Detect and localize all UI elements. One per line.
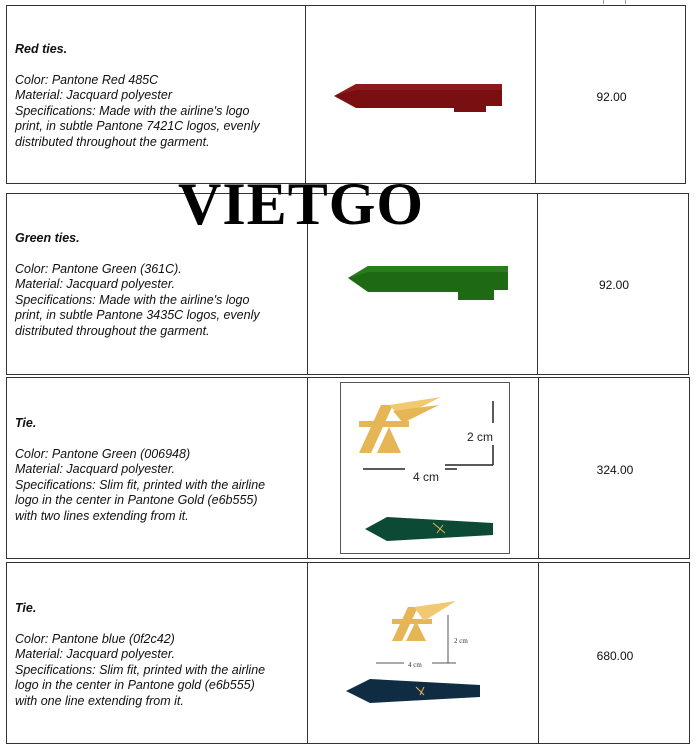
price-cell [535,6,687,183]
dim-width-label: 4 cm [413,470,440,484]
item-line: distributed throughout the garment. [15,323,210,338]
table-row [6,5,686,184]
item-description [15,601,265,709]
watermark-logo: VIETGO [178,171,425,237]
item-line: Color: Pantone Red 485C [15,72,159,87]
item-price: 92.00 [598,278,630,292]
item-price: 92.00 [596,90,627,104]
item-line: logo in the center in Pantone gold (e6b555) [15,678,255,692]
item-price: 324.00 [596,463,634,477]
item-line: logo in the center in Pantone Gold (e6b555) [15,493,258,507]
logo-diagram [308,563,537,743]
dim-height-label: 2 cm [467,430,494,444]
item-description [15,42,260,150]
top-border-tick [625,0,626,4]
item-image-cell [307,378,538,558]
item-line: Color: Pantone Green (006948) [15,446,191,461]
dim-width-label: 4 cm [408,661,422,669]
red-tie-image [306,6,534,183]
table-row [6,377,690,559]
tie-shape [365,517,493,541]
item-title: Tie. [15,601,37,615]
item-line: Material: Jacquard polyester. [15,647,176,661]
item-line: distributed throughout the garment. [15,134,210,149]
logo-diagram [341,383,511,555]
item-title: Tie. [15,416,37,430]
table-row [6,562,690,744]
item-line: print, in subtle Pantone 7421C logos, evenly [15,119,260,133]
item-line: Specifications: Slim fit, printed with the airline [15,662,266,677]
item-line: with one line extending from it. [15,693,184,708]
price-cell [538,378,691,558]
item-line: Specifications: Slim fit, printed with the airline [15,477,266,492]
item-line: Color: Pantone Green (361C). [15,261,182,276]
item-line: Material: Jacquard polyester. [15,277,176,291]
tie-shape [346,679,480,703]
item-line: Specifications: Made with the airline's logo [15,292,250,307]
item-image-cell [305,6,535,183]
item-image-cell [307,563,538,743]
item-description [15,231,260,339]
item-line: Material: Jacquard polyester [15,88,173,102]
top-border-tick [603,0,604,4]
item-description [15,416,265,524]
item-line: Color: Pantone blue (0f2c42) [15,631,175,646]
logo-diagram-frame [340,382,510,554]
item-line: Material: Jacquard polyester. [15,462,176,476]
item-line: with two lines extending from it. [15,508,189,523]
item-title: Red ties. [15,42,68,56]
item-line: Specifications: Made with the airline's logo [15,103,250,118]
price-cell [538,563,691,743]
item-price: 680.00 [596,649,634,663]
item-line: print, in subtle Pantone 3435C logos, evenly [15,308,260,322]
item-title: Green ties. [15,231,80,245]
price-cell [537,194,690,374]
dim-height-label: 2 cm [454,637,468,645]
